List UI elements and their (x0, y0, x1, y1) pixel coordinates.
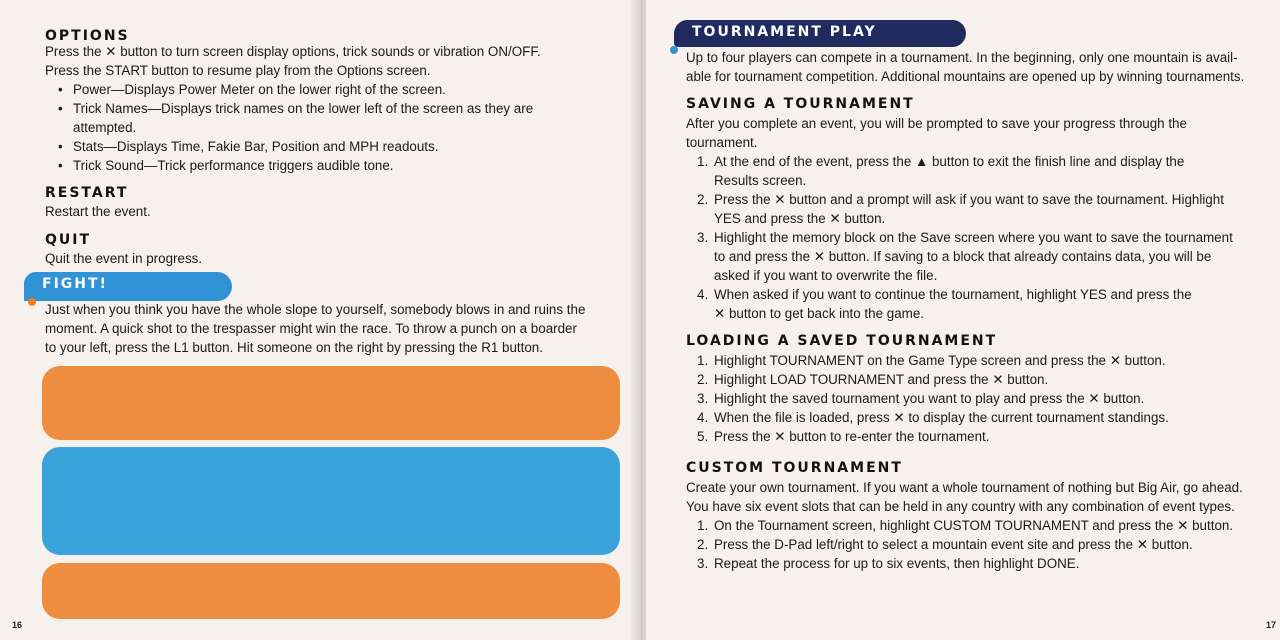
saving-step-cont: asked if you want to overwrite the file. (714, 268, 938, 283)
quit-heading: QUIT (45, 232, 92, 248)
options-bullet-continuation: attempted. (73, 120, 137, 135)
orange-image-band-bottom (42, 563, 620, 619)
loading-step: 2. Highlight LOAD TOURNAMENT and press the ✕ button. (697, 372, 1049, 387)
saving-step: 1. At the end of the event, press the ▲ button to exit the finish line and display the (697, 154, 1185, 169)
saving-step: 2. Press the ✕ button and a prompt will ask if you want to save the tournament. Highlight (697, 192, 1224, 207)
custom-step: 1. On the Tournament screen, highlight CUSTOM TOURNAMENT and press the ✕ button. (697, 518, 1234, 533)
fight-line-2: moment. A quick shot to the trespasser might win the race. To throw a punch on a boarder (45, 321, 577, 336)
fight-heading-label: FIGHT! (42, 276, 108, 292)
saving-heading: SAVING A TOURNAMENT (686, 96, 915, 112)
options-bullet: • Trick Names—Displays trick names on the lower left of the screen as they are (45, 99, 533, 118)
right-page (646, 0, 1280, 640)
tournament-line-2: able for tournament competition. Additional mountains are opened up by winning tournaments. (686, 69, 1245, 84)
saving-intro-1: After you complete an event, you will be prompted to save your progress through the (686, 116, 1187, 131)
loading-step: 1. Highlight TOURNAMENT on the Game Type screen and press the ✕ button. (697, 353, 1166, 368)
tournament-line-1: Up to four players can compete in a tournament. In the beginning, only one mountain is avail- (686, 50, 1238, 65)
blue-image-band (42, 447, 620, 555)
fight-line-1: Just when you think you have the whole slope to yourself, somebody blows in and ruins the (45, 302, 586, 317)
saving-step-cont: ✕ button to get back into the game. (714, 306, 924, 321)
custom-step: 2. Press the D-Pad left/right to select a mountain event site and press the ✕ button. (697, 537, 1193, 552)
custom-step: 3. Repeat the process for up to six events, then highlight DONE. (697, 556, 1080, 571)
options-line-1: Press the ✕ button to turn screen display options, trick sounds or vibration ON/OFF. (45, 44, 541, 59)
saving-steps (686, 152, 1233, 323)
left-page (0, 0, 638, 640)
loading-step: 4. When the file is loaded, press ✕ to display the current tournament standings. (697, 410, 1169, 425)
fight-heading (24, 272, 232, 301)
saving-step-cont: to and press the ✕ button. If saving to a block that already contains data, you will be (714, 249, 1212, 264)
saving-step: 4. When asked if you want to continue the tournament, highlight YES and press the (697, 287, 1192, 302)
tournament-play-heading-label: TOURNAMENT PLAY (692, 24, 877, 40)
options-line-2: Press the START button to resume play from the Options screen. (45, 63, 431, 78)
saving-step-cont: Results screen. (714, 173, 807, 188)
options-bullet: • Stats—Displays Time, Fakie Bar, Position and MPH readouts. (45, 137, 533, 156)
loading-step: 3. Highlight the saved tournament you want to play and press the ✕ button. (697, 391, 1145, 406)
custom-heading: CUSTOM TOURNAMENT (686, 460, 903, 476)
loading-step: 5. Press the ✕ button to re-enter the tournament. (697, 429, 990, 444)
loading-heading: LOADING A SAVED TOURNAMENT (686, 333, 998, 349)
saving-step-cont: YES and press the ✕ button. (714, 211, 886, 226)
quit-text: Quit the event in progress. (45, 251, 203, 266)
saving-step: 3. Highlight the memory block on the Save screen where you want to save the tournament (697, 230, 1233, 245)
custom-line-2: You have six event slots that can be held in any country with any combination of event types. (686, 499, 1235, 514)
tournament-play-heading (674, 20, 966, 47)
custom-line-1: Create your own tournament. If you want a whole tournament of nothing but Big Air, go ahead. (686, 480, 1243, 495)
options-bullet: • Power—Displays Power Meter on the lower right of the screen. (45, 80, 533, 99)
options-bullet-list (45, 80, 533, 175)
saving-intro-2: tournament. (686, 135, 758, 150)
restart-text: Restart the event. (45, 204, 151, 219)
orange-bullet-dot (28, 298, 36, 306)
blue-bullet-dot (670, 46, 678, 54)
restart-heading: RESTART (45, 185, 129, 201)
custom-steps (686, 516, 1233, 573)
orange-image-band-top (42, 366, 620, 440)
options-heading: OPTIONS (45, 28, 130, 44)
options-bullet: • Trick Sound—Trick performance triggers audible tone. (45, 156, 533, 175)
page-number-left: 16 (12, 620, 23, 630)
loading-steps (686, 351, 1169, 446)
fight-line-3: to your left, press the L1 button. Hit someone on the right by pressing the R1 button. (45, 340, 543, 355)
page-number-right: 17 (1266, 620, 1277, 630)
